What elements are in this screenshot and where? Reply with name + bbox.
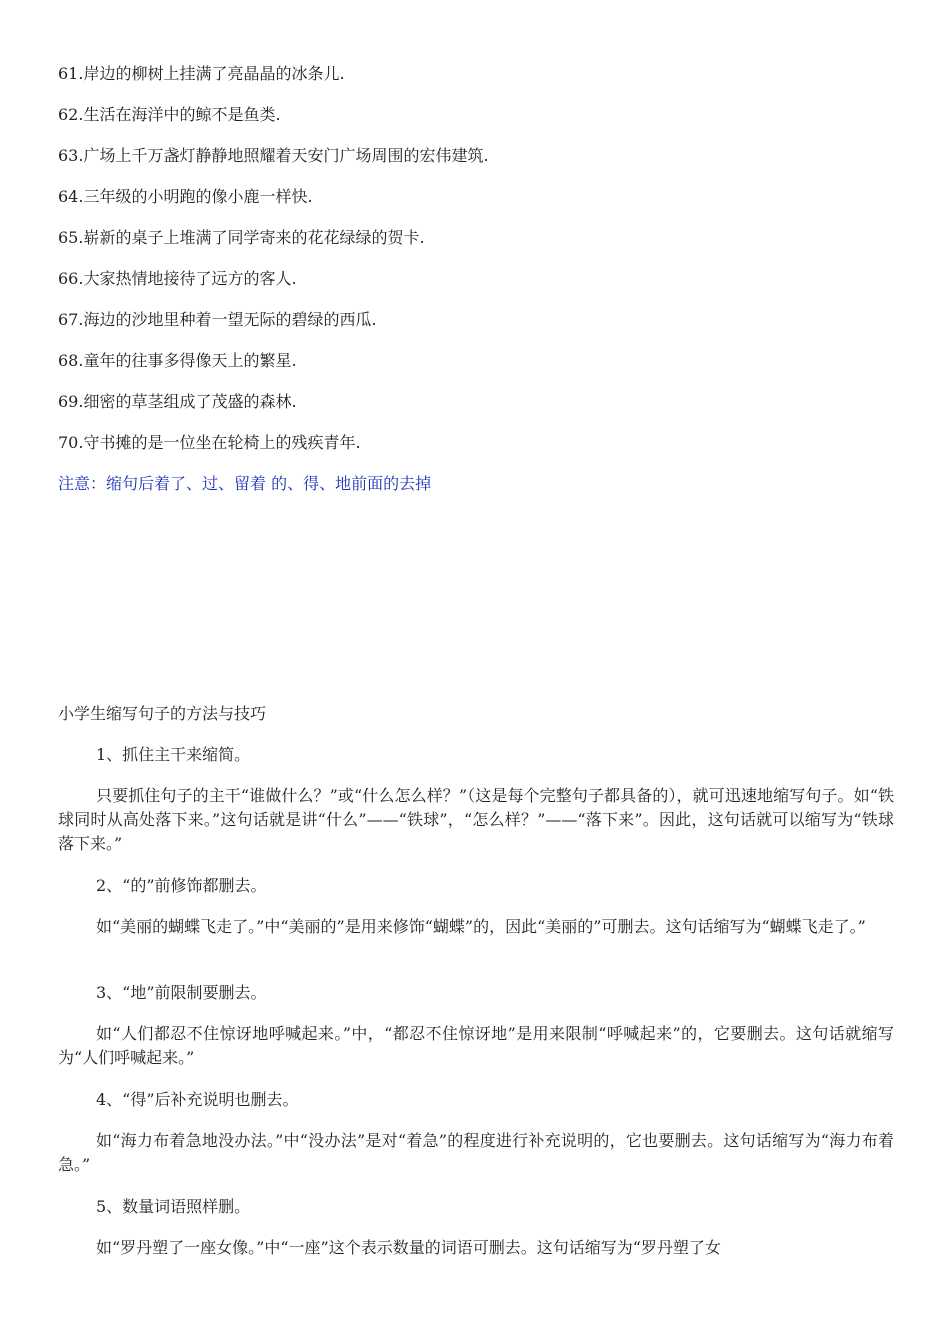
rule-4-body: 如“海力布着急地没办法。”中“没办法”是对“着急”的程度进行补充说明的，它也要删去。这句话缩写为“海力布着急。” [58,1131,894,1174]
rule-5-body: 如“罗丹塑了一座女像。”中“一座”这个表示数量的词语可删去。这句话缩写为“罗丹塑了女 [96,1238,721,1257]
exercise-61: 61.岸边的柳树上挂满了亮晶晶的冰条儿. [58,64,345,83]
rule-4-heading: 4、“得”后补充说明也删去。 [96,1090,299,1109]
rule-5-heading: 5、数量词语照样删。 [96,1197,251,1216]
note-text: 注意：缩句后着了、过、留着 的、得、地前面的去掉 [58,474,432,493]
rule-2-body: 如“美丽的蝴蝶飞走了。”中“美丽的”是用来修饰“蝴蝶”的，因此“美丽的”可删去。这句话缩写为“蝴蝶飞走了。” [96,917,866,936]
exercise-63: 63.广场上千万盏灯静静地照耀着天安门广场周围的宏伟建筑. [58,146,489,165]
section-title: 小学生缩写句子的方法与技巧 [58,704,267,723]
rule-3-heading: 3、“地”前限制要删去。 [96,983,267,1002]
exercise-70: 70.守书摊的是一位坐在轮椅上的残疾青年. [58,433,361,452]
rule-3-body: 如“人们都忍不住惊讶地呼喊起来。”中，“都忍不住惊讶地”是用来限制“呼喊起来”的，它要删去。这句话就缩写为“人们呼喊起来。” [58,1024,894,1067]
rule-2-heading: 2、“的”前修饰都删去。 [96,876,267,895]
exercise-69: 69.细密的草茎组成了茂盛的森林. [58,392,297,411]
rule-1-body: 只要抓住句子的主干“谁做什么？”或“什么怎么样？”（这是每个完整句子都具备的），就可迅速地缩写句子。如“铁球同时从高处落下来。”这句话就是讲“什么”——“铁球”，“怎么样？”——“落下来”。因此，这句话就可以缩写为“铁球落下来。” [58,786,894,853]
exercise-62: 62.生活在海洋中的鲸不是鱼类. [58,105,281,124]
rule-1-heading: 1、抓住主干来缩简。 [96,745,251,764]
exercise-68: 68.童年的往事多得像天上的繁星. [58,351,297,370]
exercise-67: 67.海边的沙地里种着一望无际的碧绿的西瓜. [58,310,377,329]
exercise-66: 66.大家热情地接待了远方的客人. [58,269,297,288]
exercise-65: 65.崭新的桌子上堆满了同学寄来的花花绿绿的贺卡. [58,228,425,247]
exercise-64: 64.三年级的小明跑的像小鹿一样快. [58,187,313,206]
